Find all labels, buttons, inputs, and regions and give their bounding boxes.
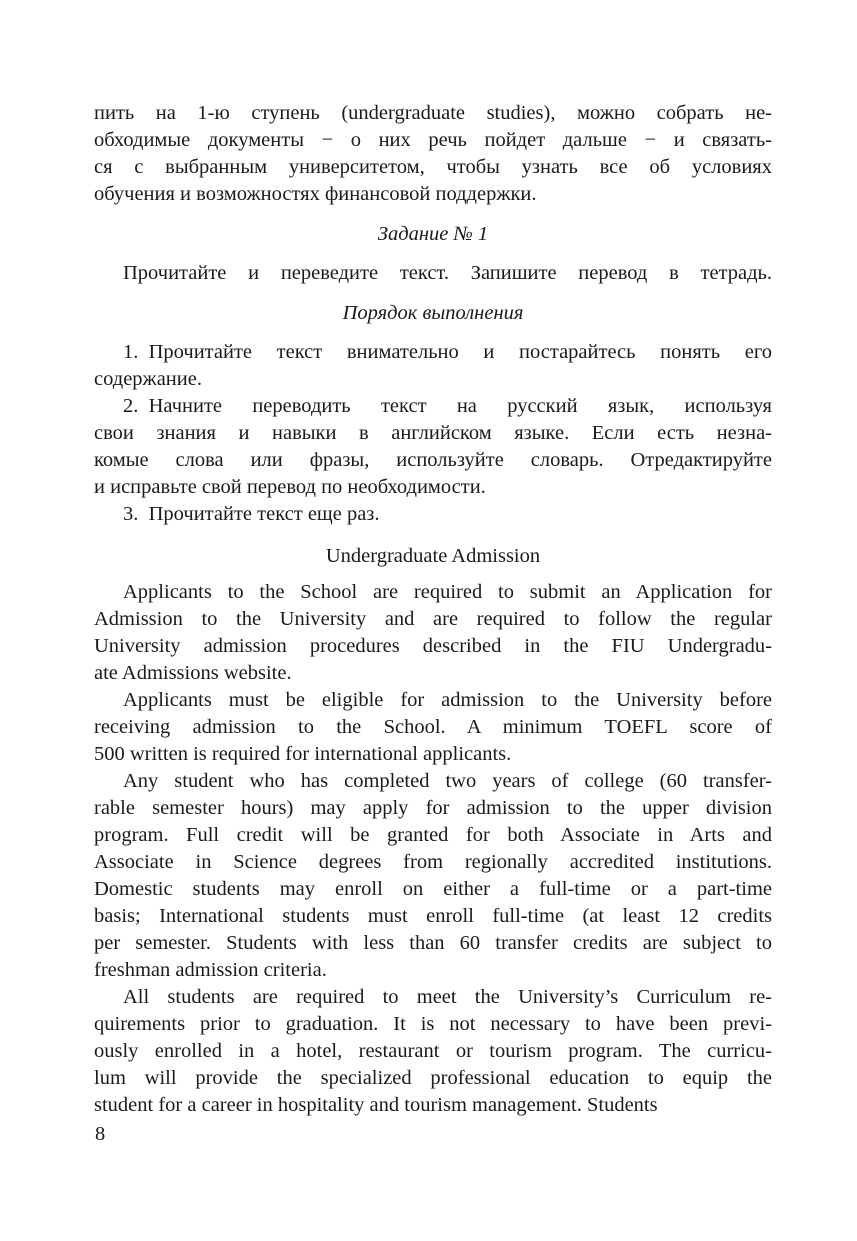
section-heading xyxy=(94,543,772,570)
text-line: program. Full credit will be granted for both Associate in Arts and xyxy=(94,824,772,846)
paragraph xyxy=(94,579,772,687)
text-line: содержание. xyxy=(94,368,202,390)
paragraph xyxy=(94,687,772,768)
text-line: 1. Прочитайте текст внимательно и постарайтесь понять его xyxy=(123,341,772,363)
text-line: 3. Прочитайте текст еще раз. xyxy=(123,503,380,525)
text-line: Applicants to the School are required to submit an Application for xyxy=(123,581,772,603)
text-line: Any student who has completed two years of college (60 transfer- xyxy=(123,770,772,792)
text-line: ate Admissions website. xyxy=(94,662,292,684)
paragraph xyxy=(94,339,772,393)
paragraph xyxy=(94,260,772,287)
text-line: Порядок выполнения xyxy=(342,302,524,324)
text-line: Associate in Science degrees from regionally accredited institutions. xyxy=(94,851,772,873)
paragraph xyxy=(94,501,772,528)
text-line: Задание № 1 xyxy=(377,223,489,245)
text-line: свои знания и навыки в английском языке. Если есть незна- xyxy=(94,422,772,444)
text-line: Applicants must be eligible for admission to the University before xyxy=(123,689,772,711)
text-line: University admission procedures described in the FIU Undergradu- xyxy=(94,635,772,657)
text-line: student for a career in hospitality and tourism management. Students xyxy=(94,1094,658,1116)
text-line: ся с выбранным университетом, чтобы узнать все об условиях xyxy=(94,156,772,178)
section-heading xyxy=(94,300,772,327)
text-line: 500 written is required for international applicants. xyxy=(94,743,512,765)
text-line: rable semester hours) may apply for admission to the upper division xyxy=(94,797,772,819)
paragraph xyxy=(94,768,772,984)
text-block xyxy=(94,100,772,1119)
text-line: обучения и возможностях финансовой поддержки. xyxy=(94,183,537,205)
text-line: All students are required to meet the University’s Curriculum re- xyxy=(123,986,772,1008)
text-line: Undergraduate Admission xyxy=(325,545,541,567)
text-line: и исправьте свой перевод по необходимости. xyxy=(94,476,486,498)
text-line: receiving admission to the School. A minimum TOEFL score of xyxy=(94,716,772,738)
text-line: Admission to the University and are required to follow the regular xyxy=(94,608,772,630)
text-line: комые слова или фразы, используйте словарь. Отредактируйте xyxy=(94,449,772,471)
paragraph xyxy=(94,100,772,208)
text-line: Domestic students may enroll on either a full-time or a part-time xyxy=(94,878,772,900)
text-line: freshman admission criteria. xyxy=(94,959,327,981)
section-heading xyxy=(94,221,772,248)
text-line: 2. Начните переводить текст на русский язык, используя xyxy=(123,395,772,417)
text-line: quirements prior to graduation. It is not necessary to have been previ- xyxy=(94,1013,772,1035)
text-line: Прочитайте и переведите текст. Запишите перевод в тетрадь. xyxy=(123,262,772,284)
text-line: basis; International students must enroll full-time (at least 12 credits xyxy=(94,905,772,927)
text-line: обходимые документы − о них речь пойдет дальше − и связать- xyxy=(94,129,772,151)
text-line: per semester. Students with less than 60 transfer credits are subject to xyxy=(94,932,772,954)
paragraph xyxy=(94,984,772,1119)
page-number: 8 xyxy=(95,1123,106,1145)
text-line: ously enrolled in a hotel, restaurant or tourism program. The curricu- xyxy=(94,1040,772,1062)
text-line: пить на 1-ю ступень (undergraduate studies), можно собрать не- xyxy=(94,102,772,124)
paragraph xyxy=(94,393,772,501)
text-line: lum will provide the specialized professional education to equip the xyxy=(94,1067,772,1089)
